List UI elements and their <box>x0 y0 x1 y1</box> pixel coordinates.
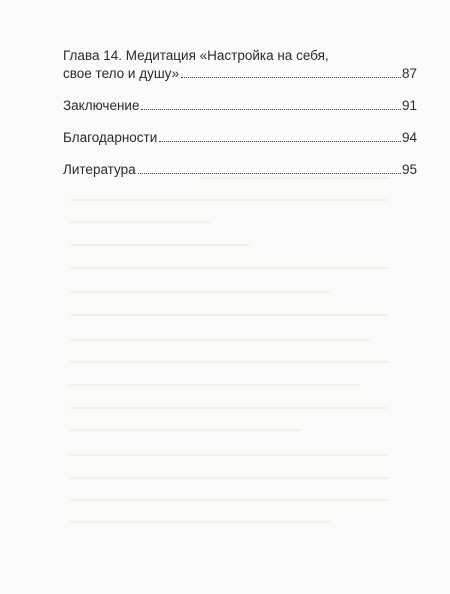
toc-entry-chapter-14[interactable] <box>63 47 417 83</box>
toc-entry-acknowledgements[interactable] <box>63 129 417 147</box>
toc-entry-conclusion[interactable] <box>63 97 417 115</box>
dot-leader <box>159 140 401 142</box>
toc-entry-literature[interactable] <box>63 161 417 179</box>
toc-entry-page-number: 91 <box>401 98 417 113</box>
toc-entry-title: Благодарности <box>63 130 158 145</box>
toc-entry-page-number: 95 <box>401 162 417 177</box>
table-of-contents <box>63 47 417 193</box>
dot-leader <box>138 172 401 174</box>
toc-entry-page-number: 87 <box>401 66 417 81</box>
toc-entry-title: Глава 14. Медитация «Настройка на себя, <box>63 48 329 63</box>
toc-entry-page-number: 94 <box>401 130 417 145</box>
dot-leader <box>141 108 400 110</box>
dot-leader <box>181 76 401 78</box>
toc-entry-title-continued: свое тело и душу» <box>63 66 180 81</box>
toc-entry-title: Литература <box>63 162 136 177</box>
toc-entry-title: Заключение <box>63 98 140 113</box>
